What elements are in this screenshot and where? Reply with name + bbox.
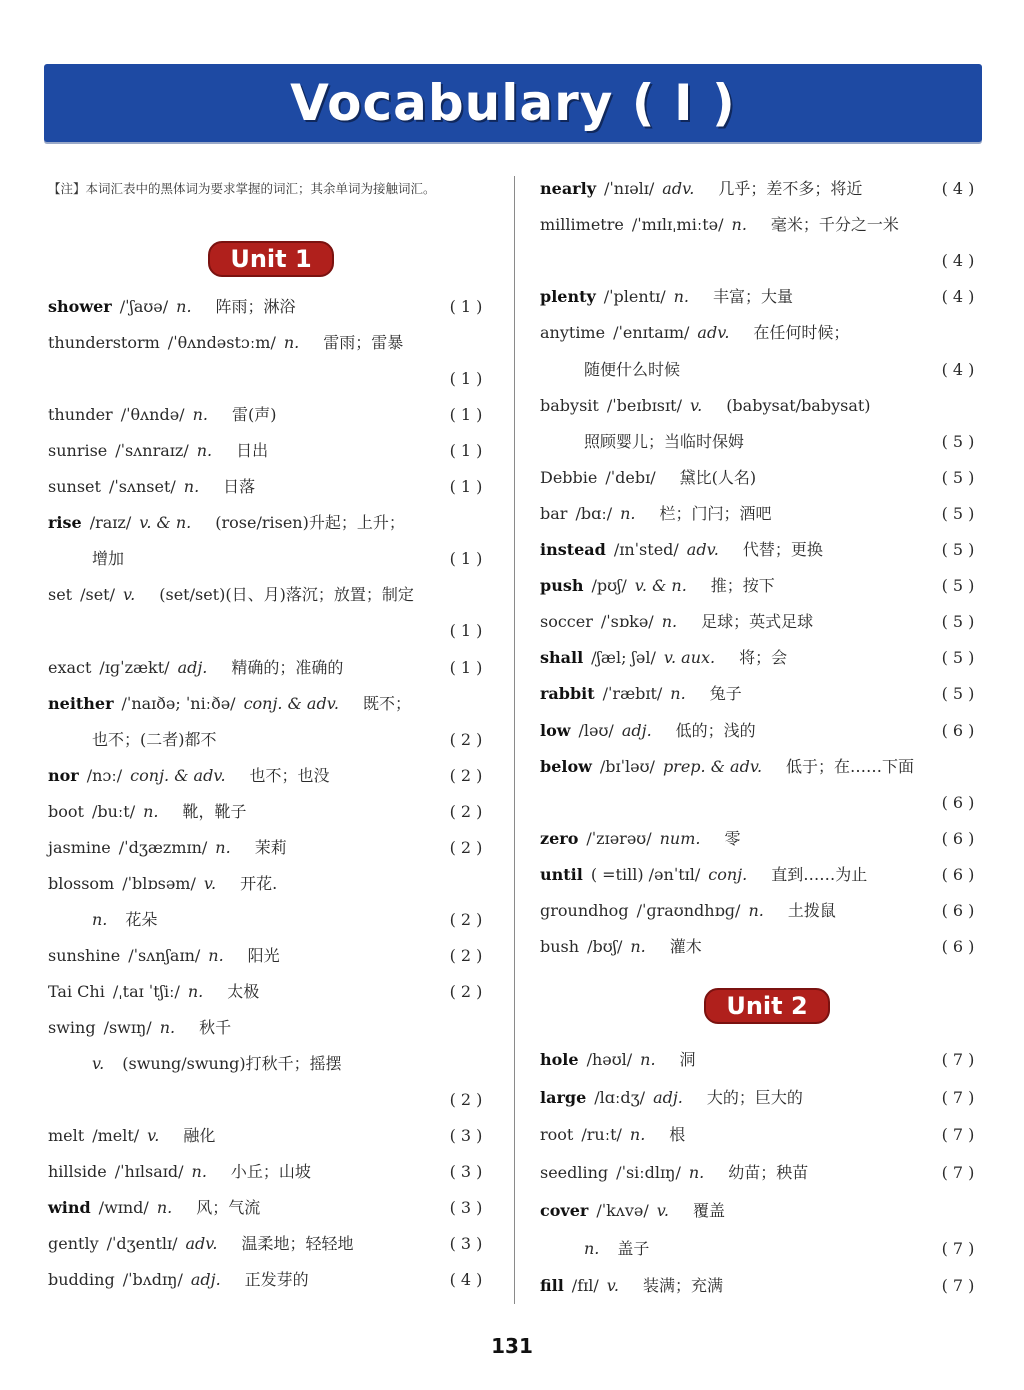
vocab-phonetic: /ˈdebɪ/ [605,467,656,487]
vocab-entry [540,210,899,240]
vocab-meaning: (set/set)(日、月)落沉；放置；制定 [159,585,414,605]
vocab-page-ref: ( 2 ) [449,909,483,929]
vocab-page-ref: ( 2 ) [449,945,483,965]
vocab-pos: num. [659,828,701,848]
vocab-phonetic: /ˈsɒkə/ [600,612,654,632]
vocab-word: groundhog [540,901,629,920]
note-text: 【注】本词汇表中的黑体词为要求掌握的词汇；其余单词为接触词汇。 [48,181,436,196]
vocab-word: bar [540,503,568,523]
vocab-word: budding [48,1270,115,1290]
vocab-pos: adv. [686,540,719,559]
vocab-pos: n. [92,909,108,929]
vocab-entry [48,833,287,863]
vocab-page-ref: ( 5 ) [941,467,975,487]
vocab-word: exact [48,657,92,677]
vocab-word: soccer [540,612,593,632]
vocab-phonetic: /melt/ [92,1126,140,1146]
vocab-phonetic: /lɑːdʒ/ [594,1087,646,1107]
vocab-page-ref: ( 3 ) [449,1234,483,1254]
vocab-phonetic: /ˈkʌvə/ [596,1200,649,1220]
vocab-word: boot [48,801,84,821]
vocab-meaning: 太极 [227,981,260,1001]
vocab-meaning: (babysat/babysat) [726,395,871,415]
vocab-meaning: 照顾婴儿；当临时保姆 [584,431,745,451]
vocab-pos: n. [176,297,192,316]
vocab-word: thunder [48,405,113,425]
vocab-page-ref: ( 1 ) [449,297,483,316]
vocab-phonetic: /ˈsiːdlɪŋ/ [616,1163,681,1183]
vocab-page-ref: ( 1 ) [449,441,483,461]
vocab-pos: adj. [177,657,208,677]
vocab-phonetic: /nɔː/ [86,765,123,785]
vocab-pos: prep. & adv. [662,756,763,776]
vocab-meaning: 毫米；千分之一米 [770,215,899,235]
vocab-meaning: 阵雨；淋浴 [215,297,296,316]
vocab-phonetic: /ˈθʌndə/ [120,405,185,425]
vocab-meaning: 低的；浅的 [675,720,756,740]
vocab-meaning: 装满；充满 [642,1276,723,1296]
vocab-pos: n. [673,287,690,307]
vocab-meaning: 丰富；大量 [713,287,794,307]
vocab-word: sunrise [48,441,108,461]
page-title: Vocabulary ( I ) [290,74,736,132]
vocab-entry [540,607,813,637]
vocab-phonetic: /wɪnd/ [98,1198,149,1218]
vocab-phonetic: /buːt/ [91,801,136,821]
vocab-phonetic: /bɪˈləʊ/ [599,756,655,776]
vocab-phonetic: /ɪnˈsted/ [613,540,679,559]
vocab-pos: v. [147,1126,160,1146]
vocab-word: anytime [540,323,606,343]
vocab-page-ref: ( 5 ) [941,503,975,523]
vocab-phonetic: /ˈsʌnset/ [108,477,176,497]
vocab-entry [540,679,742,709]
vocab-page-ref: ( 5 ) [941,576,975,596]
vocab-pos: adj. [653,1087,683,1107]
vocab-page-ref: ( 6 ) [941,937,975,957]
vocab-word: gently [48,1234,99,1254]
vocab-pos: v. [606,1276,619,1296]
vocab-entry [48,653,343,683]
vocab-entry [540,1271,723,1301]
vocab-word: swing [48,1018,96,1037]
vocab-phonetic: /ˈmɪlɪˌmiːtə/ [631,215,724,235]
vocab-entry [540,716,756,746]
unit-2-badge: Unit 2 [704,988,830,1024]
vocab-word: babysit [540,395,599,415]
vocab-entry [540,1083,803,1113]
vocab-entry [540,282,793,312]
vocab-pos: n. [183,477,200,497]
vocab-phonetic: /swɪŋ/ [103,1018,152,1037]
vocab-meaning: 直到……为止 [771,864,868,884]
vocab-entry [48,1121,215,1151]
vocab-pos: n. [143,801,159,821]
vocab-entry [48,436,268,466]
vocab-phonetic: /ˌtaɪ ˈtʃiː/ [112,981,180,1001]
vocab-phonetic: /ˈdʒentlɪ/ [106,1234,178,1254]
vocab-meaning: 覆盖 [692,1200,725,1220]
vocab-pos: n. [283,333,300,353]
vocab-phonetic: /ˈnɪəlɪ/ [603,179,655,198]
vocab-word: zero [540,828,579,848]
vocab-page-ref: ( 5 ) [941,612,975,632]
vocab-meaning: (swung/swung)打秋千；摇摆 [122,1054,342,1074]
vocab-page-ref: ( 6 ) [941,901,975,920]
vocab-phonetic: /ˈbʌdɪŋ/ [122,1270,183,1290]
vocab-meaning: 开花. [240,873,278,893]
vocab-meaning: 精确的；准确的 [231,657,344,677]
vocab-word: hillside [48,1162,107,1182]
vocab-word: sunset [48,477,101,497]
vocab-phonetic: /ˈræbɪt/ [602,684,663,704]
vocab-meaning: 日出 [236,441,269,461]
vocab-entry [540,643,787,673]
vocab-phonetic: /ˈblɒsəm/ [122,873,196,893]
vocab-meaning: 既不； [362,693,411,713]
vocab-phonetic: /ʃæl; ʃəl/ [591,648,656,668]
vocab-pos: adv. [185,1234,218,1254]
vocab-meaning: 推；按下 [710,576,775,596]
vocab-meaning: 茉莉 [254,837,287,857]
vocab-page-ref: ( 4 ) [449,1270,483,1290]
vocab-entry [92,544,124,574]
vocab-entry [48,761,330,791]
vocab-meaning: 日落 [223,477,256,497]
vocab-pos: n. [191,1162,207,1182]
vocab-word: cover [540,1200,589,1220]
vocab-word: blossom [48,873,115,893]
vocab-word: root [540,1125,574,1145]
vocab-phonetic: /ˈdʒæzmɪn/ [118,837,208,857]
vocab-meaning: 兔子 [709,684,742,704]
vocab-pos: n. [620,503,636,523]
vocab-page-ref: ( 6 ) [941,864,975,884]
vocab-page-ref: ( 2 ) [449,837,483,857]
vocab-pos: v. aux. [663,648,716,668]
vocab-word: jasmine [48,837,111,857]
vocab-entry [540,932,702,962]
vocab-meaning: 黛比(人名) [679,467,757,487]
vocab-page-ref: ( 5 ) [941,684,975,704]
vocab-entry [48,689,411,719]
vocab-pos: n. [688,1163,705,1183]
vocab-meaning: 在任何时候； [753,323,850,343]
vocab-page-ref: ( 2 ) [449,765,483,785]
vocab-entry [540,535,823,565]
vocab-meaning: 将；会 [739,648,788,668]
vocab-entry [48,941,280,971]
vocab-entry [48,869,277,899]
vocab-phonetic: ( =till) /ənˈtɪl/ [590,864,701,884]
vocab-entry [48,400,276,430]
vocab-phonetic: /ˈɡraʊndhɒɡ/ [636,901,741,920]
vocab-entry [540,1045,696,1075]
vocab-phonetic: /ˈnaɪðə; ˈniːðə/ [121,693,236,713]
vocab-word: large [540,1087,587,1107]
vocab-entry [92,725,217,755]
vocab-word: sunshine [48,945,121,965]
vocab-meaning: 融化 [183,1126,216,1146]
vocab-page-ref: ( 2 ) [449,801,483,821]
vocab-meaning: 栏；门闩；酒吧 [659,503,772,523]
vocab-meaning: 土拨鼠 [787,901,836,920]
vocab-page-ref: ( 7 ) [941,1050,975,1069]
vocab-meaning: 随便什么时候 [584,359,681,379]
vocab-page-ref: ( 3 ) [449,1126,483,1146]
vocab-page-ref: ( 3 ) [449,1198,483,1218]
vocab-meaning: 足球；英式足球 [701,612,814,632]
vocab-meaning: 增加 [92,549,125,569]
vocab-page-ref: ( 7 ) [941,1276,975,1296]
vocab-word: rise [48,513,82,533]
vocab-phonetic: /ˈθʌndəstɔːm/ [167,333,276,353]
vocab-word: bush [540,937,580,957]
vocab-entry [540,463,756,493]
vocab-meaning: 花朵 [125,909,158,929]
vocab-pos: n. [187,981,204,1001]
vocab-word: wind [48,1198,91,1218]
vocab-phonetic: /ˈenɪtaɪm/ [613,323,690,343]
vocab-page-ref: ( 1 ) [449,477,483,497]
vocab-entry [540,318,849,348]
vocab-meaning: 也不；(二者)都不 [92,729,217,749]
vocab-word: millimetre [540,215,624,235]
vocab-phonetic: /fɪl/ [571,1276,599,1296]
vocab-entry [540,571,775,601]
vocab-phonetic: /ləʊ/ [578,720,614,740]
vocab-meaning: 盖子 [617,1238,650,1258]
vocab-meaning: (rose/risen)升起；上升； [215,513,405,533]
vocab-pos: n. [584,1238,600,1258]
vocab-entry [92,1049,342,1079]
vocab-page-ref: ( 7 ) [941,1238,975,1258]
vocab-word: shower [48,297,112,316]
vocab-word: plenty [540,287,596,307]
vocab-word: Debbie [540,467,598,487]
vocab-entry [540,860,867,890]
vocab-phonetic: /ɪɡˈzækt/ [99,657,170,677]
vocab-pos: conj. [708,864,748,884]
vocab-pos: v. [123,585,136,605]
vocab-entry [48,508,405,538]
vocab-pos: n. [731,215,747,235]
vocab-page-ref: ( 6 ) [941,792,975,812]
vocab-meaning: 风；气流 [196,1198,261,1218]
vocab-meaning: 零 [724,828,741,848]
vocab-pos: n. [670,684,686,704]
vocab-page-ref: ( 5 ) [941,648,975,668]
vocab-word: nor [48,765,79,785]
vocab-phonetic: /həʊl/ [586,1050,633,1069]
vocab-entry [540,1158,808,1188]
vocab-entry [540,752,914,782]
vocab-pos: n. [156,1198,173,1218]
vocab-page-ref: ( 4 ) [941,179,975,198]
vocab-pos: v. [203,873,217,893]
vocab-phonetic: /ˈsʌnraɪz/ [115,441,189,461]
vocab-pos: conj. & adv. [243,693,339,713]
vocab-entry [540,896,836,926]
vocab-word: thunderstorm [48,333,160,353]
vocab-phonetic: /set/ [80,585,115,605]
vocab-entry [48,1013,231,1043]
vocab-entry [48,797,247,827]
vocab-pos: v. [689,395,703,415]
vocab-meaning: 幼苗；秧苗 [728,1163,809,1183]
vocab-page-ref: ( 7 ) [941,1087,975,1107]
vocab-meaning: 小丘；山坡 [230,1162,311,1182]
vocab-pos: n. [661,612,678,632]
vocab-entry [540,1120,685,1150]
vocab-entry [584,427,744,457]
vocab-meaning: 几乎；差不多；将近 [718,179,863,198]
vocab-meaning: 阳光 [247,945,280,965]
vocab-entry [48,580,414,610]
vocab-phonetic: /ˈhɪlsaɪd/ [114,1162,184,1182]
vocab-page-ref: ( 2 ) [449,1090,483,1110]
vocab-page-ref: ( 5 ) [941,540,975,559]
vocab-page-ref: ( 1 ) [449,405,483,425]
vocab-entry [540,1196,725,1226]
vocab-phonetic: /bʊʃ/ [587,937,623,957]
vocab-entry [48,1193,260,1223]
vocab-pos: adj. [621,720,652,740]
vocab-word: shall [540,648,584,668]
vocab-page-ref: ( 4 ) [941,251,975,271]
vocab-meaning: 雷(声) [231,405,277,425]
vocab-entry [48,1157,311,1187]
vocab-word: Tai Chi [48,981,105,1001]
column-divider [514,176,515,1304]
vocab-page-ref: ( 7 ) [941,1163,975,1183]
page-number: 131 [491,1334,533,1358]
vocab-phonetic: /pʊʃ/ [591,576,627,596]
vocab-word: set [48,585,73,605]
vocab-meaning: 洞 [679,1050,696,1069]
vocab-meaning: 低于；在……下面 [786,756,915,776]
vocab-pos: conj. & adv. [130,765,226,785]
vocab-page-ref: ( 6 ) [941,828,975,848]
vocab-word: fill [540,1276,564,1296]
vocab-page-ref: ( 1 ) [449,657,483,677]
vocab-phonetic: /bɑː/ [575,503,613,523]
vocab-phonetic: /ˈplentɪ/ [603,287,666,307]
vocab-entry [540,174,862,204]
vocab-page-ref: ( 3 ) [449,1162,483,1182]
vocab-pos: v. [656,1200,669,1220]
vocab-entry [540,499,772,529]
vocab-pos: n. [208,945,224,965]
vocab-page-ref: ( 6 ) [941,720,975,740]
vocab-page-ref: ( 1 ) [449,621,483,641]
vocab-phonetic: /ˈzɪərəʊ/ [586,828,652,848]
vocab-meaning: 也不；也没 [249,765,330,785]
vocab-entry [584,355,680,385]
vocab-entry [540,391,871,421]
vocab-word: until [540,864,583,884]
vocab-word: low [540,720,571,740]
vocab-page-ref: ( 4 ) [941,359,975,379]
vocab-pos: adj. [190,1270,221,1290]
vocab-pos: n. [192,405,208,425]
vocab-word: melt [48,1126,85,1146]
vocab-pos: v. & n. [139,513,192,533]
vocab-entry [540,824,741,854]
vocab-page-ref: ( 2 ) [449,981,483,1001]
vocab-meaning: 秋千 [199,1018,232,1037]
vocab-phonetic: /ruːt/ [581,1125,622,1145]
vocab-page-ref: ( 1 ) [449,369,483,389]
vocab-page-ref: ( 4 ) [941,287,975,307]
vocab-entry [584,1234,649,1264]
vocab-word: instead [540,540,606,559]
unit-1-badge: Unit 1 [208,241,334,277]
title-banner [44,64,982,142]
vocab-entry [48,328,403,358]
vocab-word: nearly [540,179,596,198]
vocab-pos: n. [748,901,764,920]
vocab-meaning: 雷雨；雷暴 [323,333,404,353]
vocab-entry [92,905,157,935]
vocab-word: rabbit [540,684,595,704]
vocab-phonetic: /ˈʃaʊə/ [119,297,169,316]
vocab-pos: n. [215,837,231,857]
vocab-meaning: 靴，靴子 [182,801,247,821]
vocab-entry [48,292,296,322]
vocab-phonetic: /raɪz/ [89,513,132,533]
vocab-meaning: 代替；更换 [742,540,823,559]
vocab-pos: adv. [662,179,695,198]
vocab-entry [48,1265,309,1295]
vocab-page-ref: ( 2 ) [449,729,483,749]
vocab-word: push [540,576,584,596]
vocab-pos: v. & n. [634,576,687,596]
vocab-pos: n. [159,1018,176,1037]
vocab-pos: v. [92,1054,105,1074]
vocab-entry [48,1229,354,1259]
vocab-page-ref: ( 7 ) [941,1125,975,1145]
vocab-pos: n. [629,1125,646,1145]
vocab-pos: n. [640,1050,656,1069]
vocab-entry [48,472,255,502]
vocab-pos: n. [630,937,646,957]
vocab-entry [48,977,259,1007]
vocab-word: hole [540,1050,579,1069]
vocab-pos: n. [196,441,213,461]
vocab-meaning: 温柔地；轻轻地 [241,1234,354,1254]
vocab-word: seedling [540,1163,609,1183]
vocab-phonetic: /ˈsʌnʃaɪn/ [128,945,201,965]
vocab-word: below [540,756,592,776]
vocab-meaning: 灌木 [669,937,702,957]
vocab-meaning: 大的；巨大的 [706,1087,803,1107]
vocab-page-ref: ( 5 ) [941,431,975,451]
vocab-meaning: 根 [669,1125,686,1145]
vocab-phonetic: /ˈbeɪbɪsɪt/ [606,395,682,415]
vocab-pos: adv. [697,323,730,343]
vocab-word: neither [48,693,114,713]
vocab-page-ref: ( 1 ) [449,549,483,569]
vocab-meaning: 正发芽的 [244,1270,309,1290]
